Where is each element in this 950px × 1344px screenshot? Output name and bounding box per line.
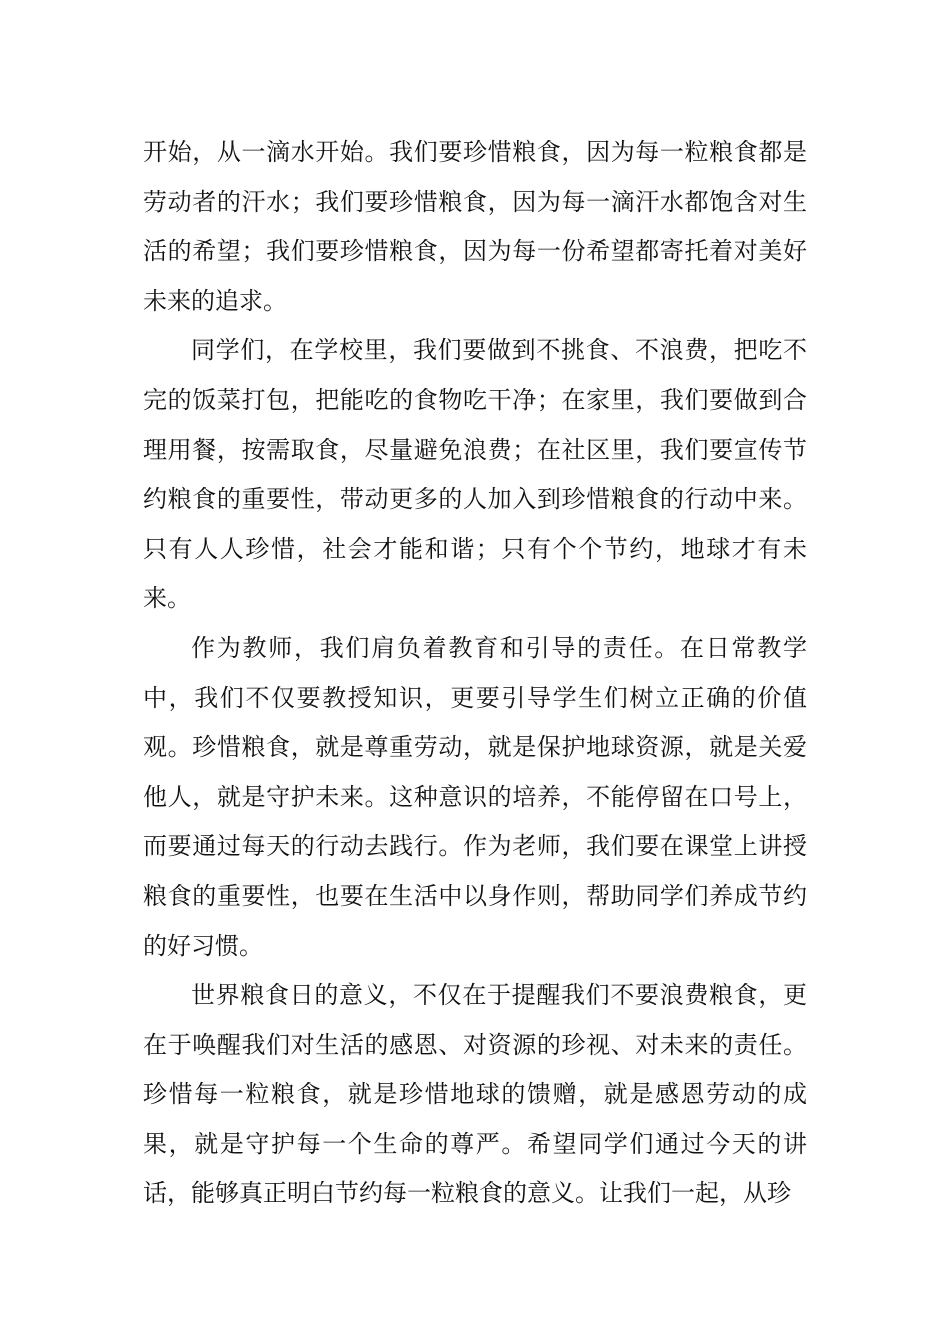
paragraph-continuation: 开始，从一滴水开始。我们要珍惜粮食，因为每一粒粮食都是劳动者的汗水；我们要珍惜粮食，因为每一滴汗水都饱含对生活的希望；我们要珍惜粮食，因为每一份希望都寄托着对美好未来的追求。 [143, 138, 807, 315]
paragraph-teachers: 作为教师，我们肩负着教育和引导的责任。在日常教学中，我们不仅要教授知识，更要引导学生们树立正确的价值观。珍惜粮食，就是尊重劳动，就是保护地球资源，就是关爱他人，就是守护未来。这种意识的培养，不能停留在口号上，而要通过每天的行动去践行。作为老师，我们要在课堂上讲授粮食的重要性，也要在生活中以身作则，帮助同学们养成节约的好习惯。 [143, 633, 807, 960]
paragraph-students: 同学们，在学校里，我们要做到不挑食、不浪费，把吃不完的饭菜打包，把能吃的食物吃干净；在家里，我们要做到合理用餐，按需取食，尽量避免浪费；在社区里，我们要宣传节约粮食的重要性，带动更多的人加入到珍惜粮食的行动中来。只有人人珍惜，社会才能和谐；只有个个节约，地球才有未来。 [143, 336, 807, 613]
paragraph-world-food-day: 世界粮食日的意义，不仅在于提醒我们不要浪费粮食，更在于唤醒我们对生活的感恩、对资源的珍视、对未来的责任。珍惜每一粒粮食，就是珍惜地球的馈赠，就是感恩劳动的成果，就是守护每一个生命的尊严。希望同学们通过今天的讲话，能够真正明白节约每一粒粮食的意义。让我们一起，从珍 [143, 981, 807, 1208]
document-body [143, 128, 807, 1219]
